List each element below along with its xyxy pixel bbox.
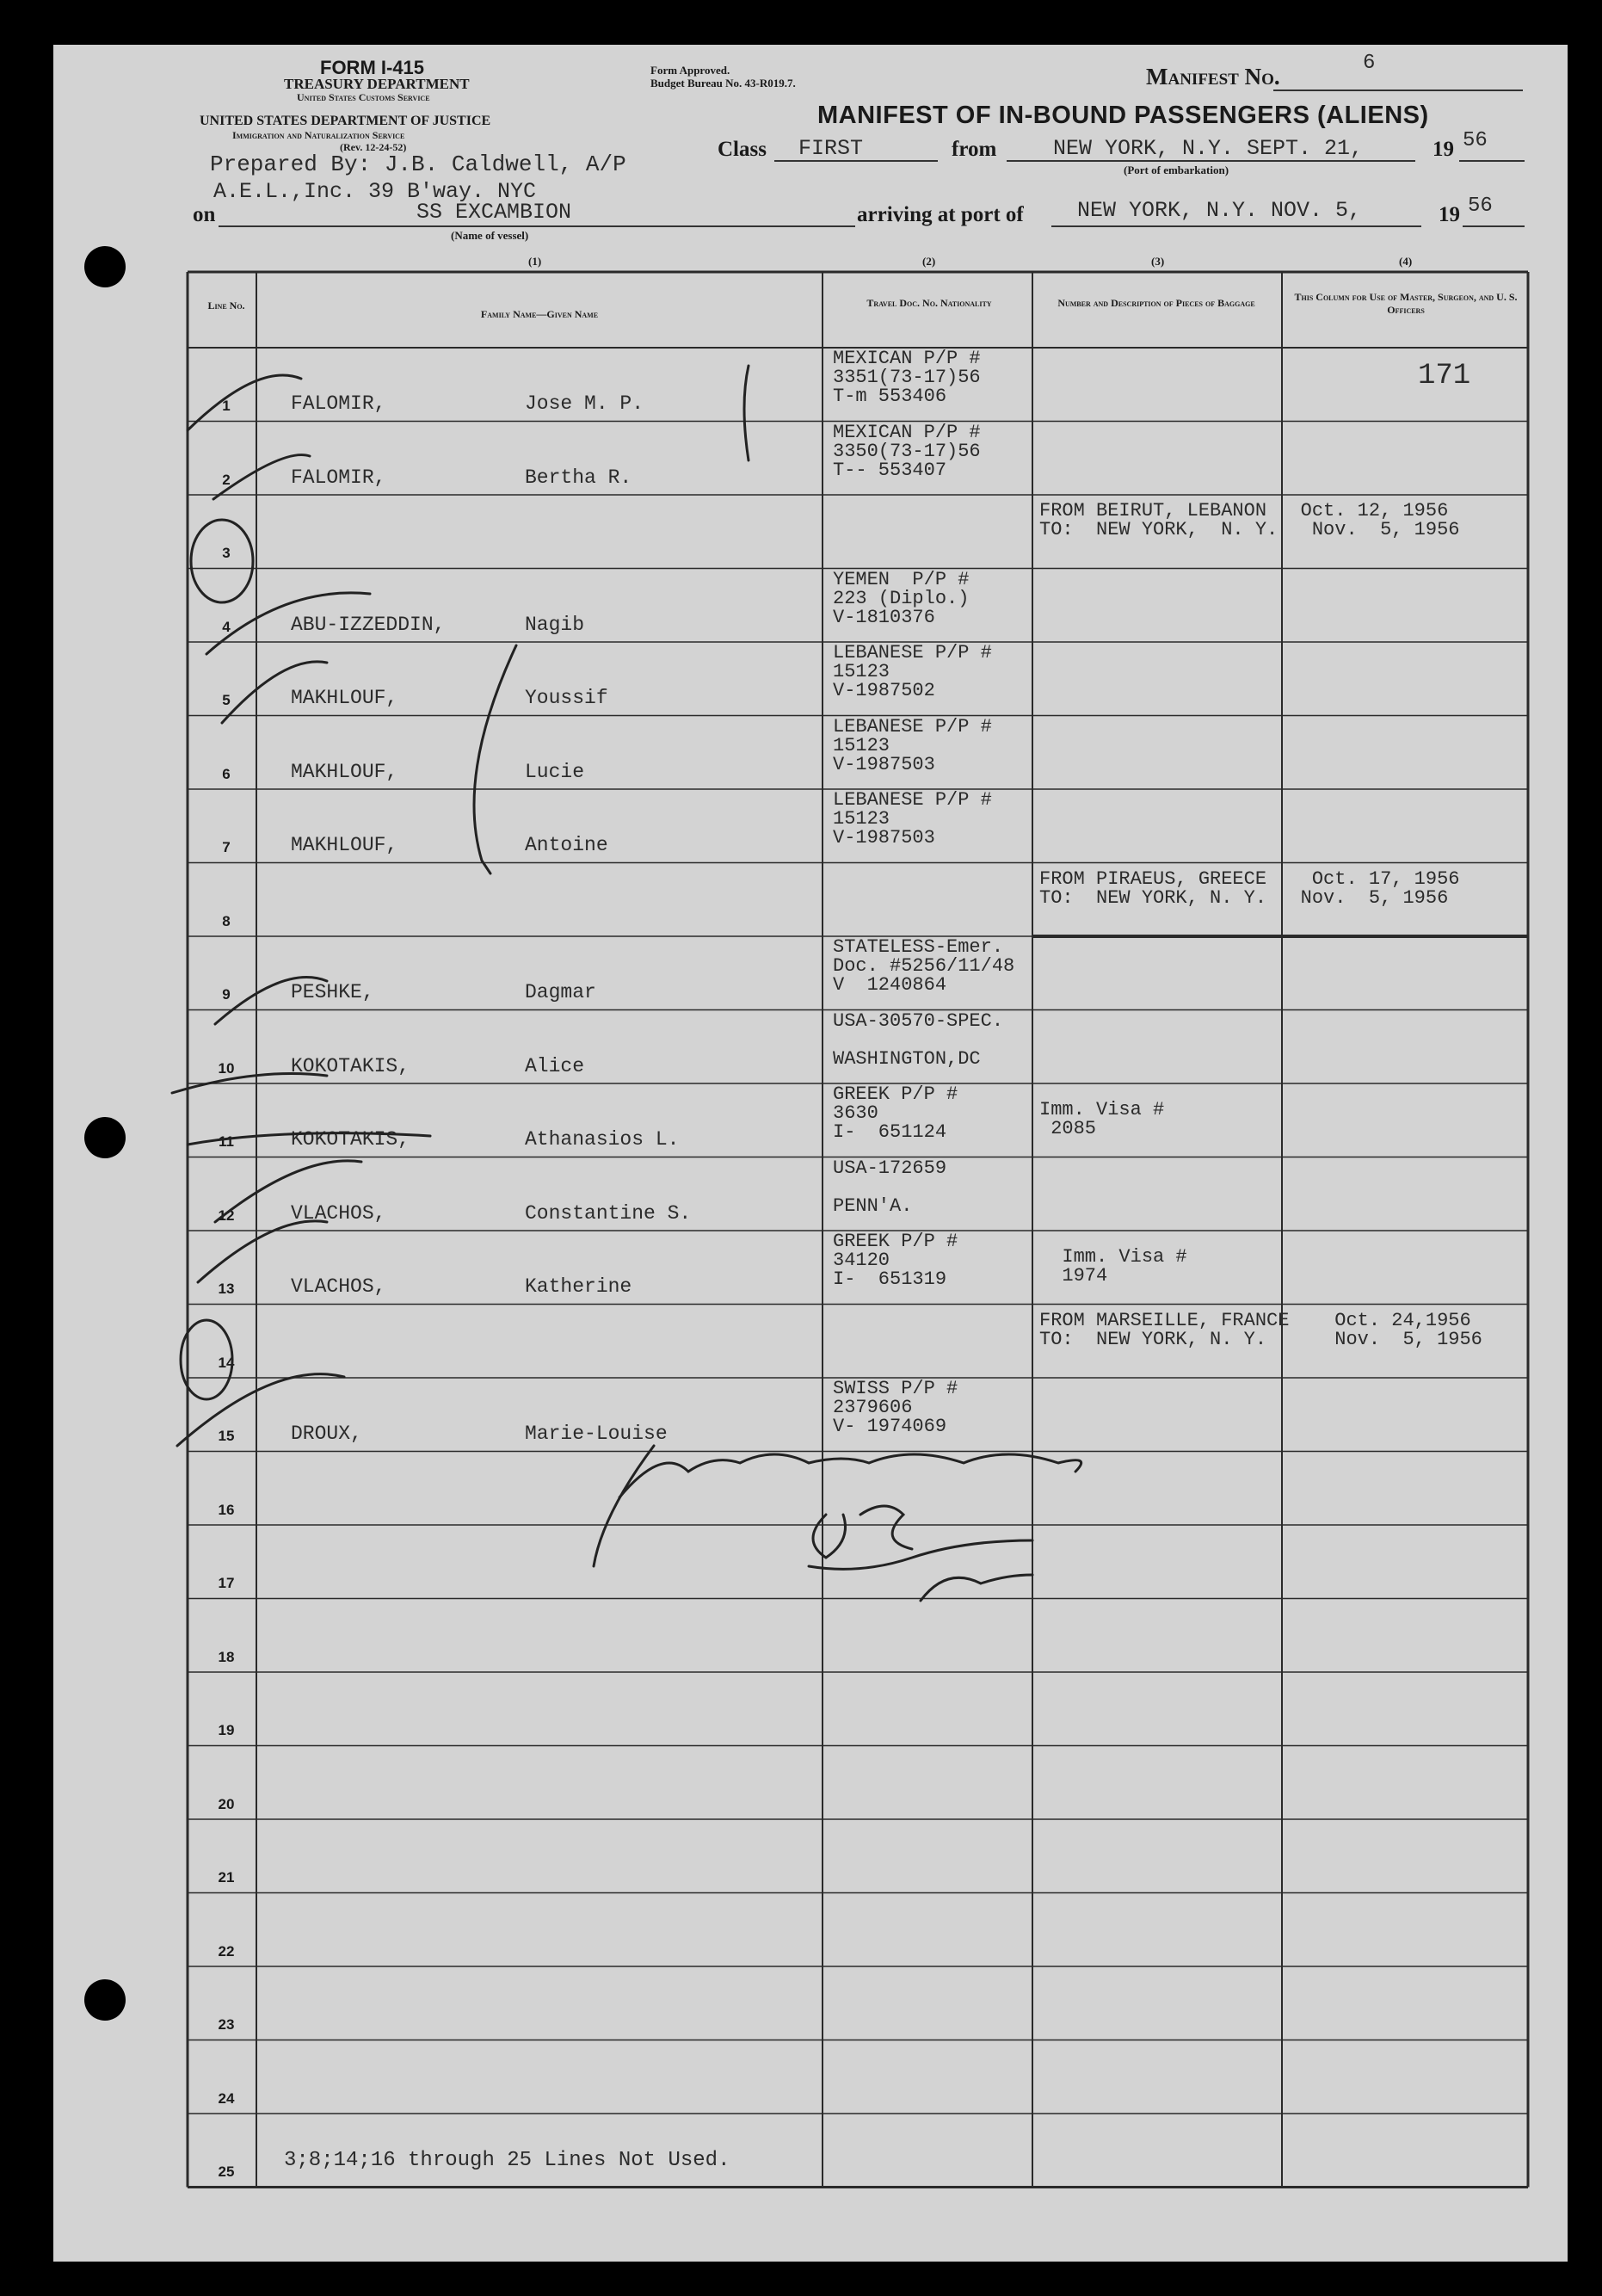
line-number: 6: [222, 765, 231, 782]
customs-service: United States Customs Service: [297, 91, 430, 103]
family-name: MAKHLOUF,: [291, 760, 398, 783]
line-number: 21: [218, 1869, 235, 1886]
header-name: Family Name—Given Name: [480, 308, 599, 320]
header-line-no: Line No.: [207, 299, 245, 312]
line-number: 22: [218, 1942, 235, 1960]
line-number: 13: [218, 1281, 235, 1297]
travel-document: GREEK P/P # 34120 I- 651319: [833, 1231, 958, 1290]
family-name: FALOMIR,: [291, 466, 386, 489]
family-name: KOKOTAKIS,: [291, 1128, 410, 1151]
given-name: Jose M. P.: [525, 392, 644, 415]
justice-dept: UNITED STATES DEPARTMENT OF JUSTICE: [200, 114, 491, 128]
line-number: 5: [222, 692, 231, 708]
given-name: Bertha R.: [525, 466, 632, 489]
header-officers: This Column for Use of Master, Surgeon, and U. S. Officers: [1294, 291, 1518, 316]
arrival-port: NEW YORK, N.Y. NOV. 5,: [1077, 198, 1362, 223]
col-number-4: (4): [1399, 255, 1413, 268]
travel-document: STATELESS-Emer. Doc. #5256/11/48 V 1240864: [833, 936, 1015, 996]
arriving-label: arriving at port of: [857, 203, 1024, 226]
line-number: 24: [218, 2089, 235, 2107]
line-number: 8: [222, 912, 231, 929]
arr-year-prefix: 19: [1439, 203, 1460, 226]
family-name: FALOMIR,: [291, 392, 386, 415]
line-number: 9: [222, 986, 231, 1003]
line-number: 14: [218, 1354, 235, 1371]
line-number: 1: [222, 398, 231, 414]
line-number: 2: [222, 471, 231, 488]
from-year-prefix: 19: [1433, 138, 1454, 161]
line-number: 11: [219, 1133, 234, 1150]
travel-document: USA-30570-SPEC. WASHINGTON,DC: [833, 1009, 1004, 1070]
manifest-number: 6: [1363, 52, 1376, 75]
form-number: FORM I-415: [320, 57, 425, 78]
given-name: Nagib: [525, 613, 585, 636]
line-number: 25: [218, 2163, 235, 2180]
class-value: FIRST: [798, 136, 864, 161]
baggage-note: FROM PIRAEUS, GREECE Oct. 17, 1956 TO: NEW YORK, N. Y. Nov. 5, 1956: [1039, 867, 1460, 909]
travel-document: LEBANESE P/P # 15123 V-1987503: [833, 715, 992, 775]
line-number: 15: [218, 1428, 235, 1444]
budget-bureau: Budget Bureau No. 43-R019.7.: [650, 77, 796, 89]
given-name: Katherine: [525, 1275, 632, 1298]
travel-document: YEMEN P/P # 223 (Diplo.) V-1810376: [833, 568, 970, 628]
travel-document: GREEK P/P # 3630 I- 651124: [833, 1083, 958, 1143]
family-name: PESHKE,: [291, 981, 374, 1003]
class-label: Class: [718, 138, 767, 161]
col-number-3: (3): [1151, 255, 1165, 268]
baggage-note: FROM MARSEILLE, FRANCE Oct. 24,1956 TO: NEW YORK, N. Y. Nov. 5, 1956: [1039, 1309, 1482, 1350]
header-baggage: Number and Description of Pieces of Baggage: [1057, 297, 1255, 309]
travel-document: USA-172659 PENN'A.: [833, 1157, 947, 1217]
line-number: 23: [218, 2016, 235, 2033]
given-name: Constantine S.: [525, 1201, 692, 1225]
form-approved: Form Approved.: [650, 64, 730, 77]
line-number: 4: [222, 618, 231, 635]
baggage-note: Imm. Visa # 1974: [1062, 1246, 1187, 1287]
family-name: KOKOTAKIS,: [291, 1054, 410, 1077]
travel-document: SWISS P/P # 2379606 V- 1974069: [833, 1378, 958, 1437]
footer-note: 3;8;14;16 through 25 Lines Not Used.: [284, 2149, 730, 2172]
family-name: VLACHOS,: [291, 1201, 386, 1225]
line-number: 12: [218, 1207, 235, 1224]
given-name: Athanasios L.: [525, 1128, 680, 1151]
prepared-by: Prepared By: J.B. Caldwell, A/P: [210, 151, 626, 177]
embarkation-port: NEW YORK, N.Y. SEPT. 21,: [1053, 136, 1364, 161]
given-name: Lucie: [525, 760, 585, 783]
line-number: 10: [218, 1059, 235, 1077]
col-number-1: (1): [528, 255, 542, 268]
given-name: Alice: [525, 1054, 585, 1077]
given-name: Marie-Louise: [525, 1423, 668, 1445]
line-number: 20: [218, 1795, 235, 1812]
officer-note: 171: [1418, 360, 1471, 392]
travel-document: LEBANESE P/P # 15123 V-1987503: [833, 789, 992, 849]
form-revision: (Rev. 12-24-52): [340, 141, 407, 153]
line-number: 17: [218, 1575, 235, 1591]
baggage-note: FROM BEIRUT, LEBANON Oct. 12, 1956 TO: NEW YORK, N. Y. Nov. 5, 1956: [1039, 500, 1460, 540]
given-name: Dagmar: [525, 981, 596, 1003]
on-label: on: [193, 203, 216, 226]
port-embarkation-caption: (Port of embarkation): [1124, 164, 1229, 176]
arr-year: 56: [1468, 194, 1493, 218]
baggage-note: Imm. Visa # 2085: [1039, 1099, 1165, 1139]
treasury-dept: TREASURY DEPARTMENT: [284, 76, 470, 92]
from-label: from: [952, 138, 997, 161]
col-number-2: (2): [922, 255, 936, 268]
family-name: MAKHLOUF,: [291, 687, 398, 709]
travel-document: MEXICAN P/P # 3350(73-17)56 T-- 553407: [833, 421, 981, 481]
given-name: Youssif: [525, 687, 608, 709]
preparer-address: A.E.L.,Inc. 39 B'way. NYC: [213, 179, 537, 204]
line-number: 18: [218, 1648, 235, 1665]
vessel-name: SS EXCAMBION: [416, 200, 572, 225]
vessel-caption: (Name of vessel): [451, 229, 529, 242]
travel-document: MEXICAN P/P # 3351(73-17)56 T-m 553406: [833, 348, 981, 407]
ins-service: Immigration and Naturalization Service: [232, 129, 405, 141]
from-year: 56: [1463, 129, 1488, 152]
family-name: MAKHLOUF,: [291, 834, 398, 856]
family-name: ABU-IZZEDDIN,: [291, 613, 446, 636]
manifest-label: Manifest No.: [1146, 64, 1280, 89]
header-travel-doc: Travel Doc. No. Nationality: [866, 297, 992, 309]
line-number: 7: [222, 839, 231, 855]
given-name: Antoine: [525, 834, 608, 856]
line-number: 3: [222, 545, 231, 561]
family-name: DROUX,: [291, 1423, 362, 1445]
family-name: VLACHOS,: [291, 1275, 386, 1298]
line-number: 16: [218, 1501, 235, 1518]
document-title: MANIFEST OF IN-BOUND PASSENGERS (ALIENS): [817, 102, 1429, 129]
line-number: 19: [218, 1722, 235, 1738]
travel-document: LEBANESE P/P # 15123 V-1987502: [833, 642, 992, 701]
